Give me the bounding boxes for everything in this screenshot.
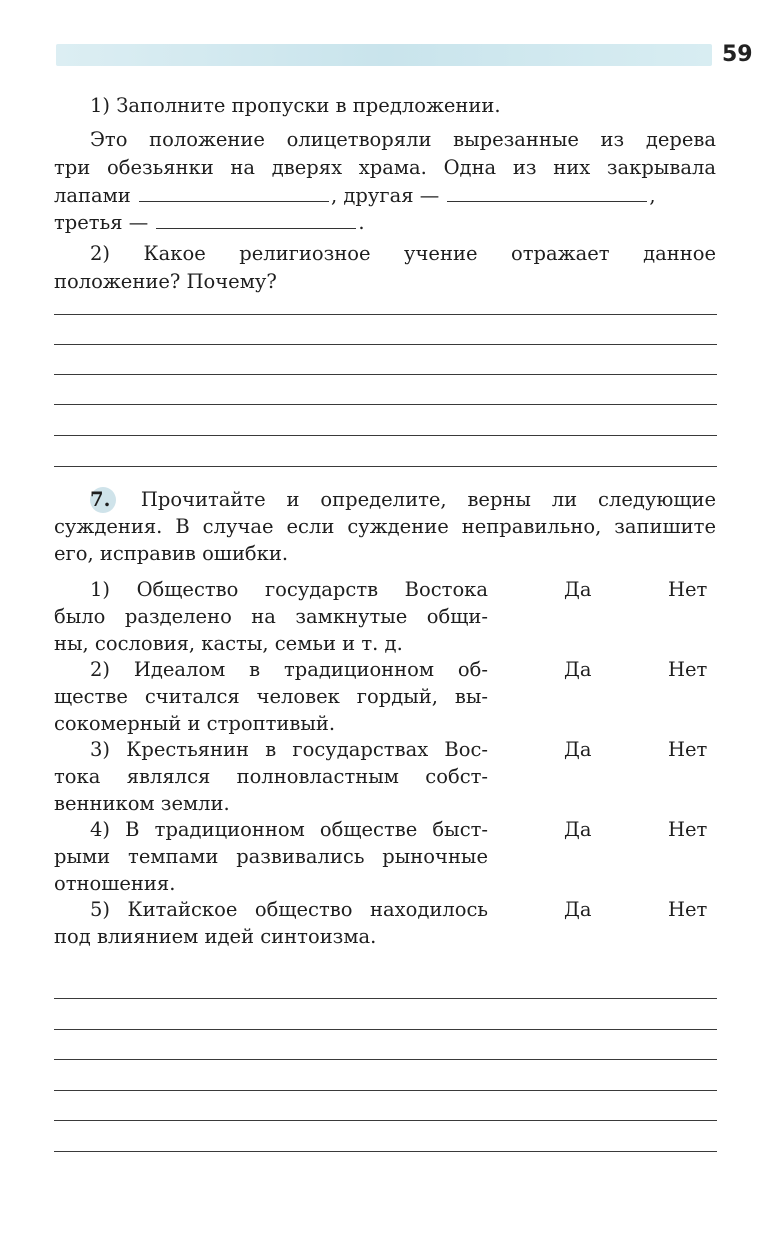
- statement-4-line-1: 4) В традиционном обществе быст-: [90, 818, 488, 841]
- q7-intro-line-1: [90, 487, 716, 513]
- statement-3-line-3: венником земли.: [54, 792, 230, 815]
- answer-yes-4[interactable]: Да: [564, 818, 592, 841]
- statement-2-line-3: сокомерный и строптивый.: [54, 712, 336, 735]
- statement-5-line-2: под влиянием идей синтоизма.: [54, 925, 377, 948]
- fill-blank-1[interactable]: [139, 200, 329, 202]
- statement-2-line-1: 2) Идеалом в традиционном об-: [90, 658, 488, 681]
- fill-blank-2[interactable]: [447, 200, 647, 202]
- statement-2-line-2: ществе считался человек гордый, вы-: [54, 685, 488, 708]
- q7-intro-line-3: его, исправив ошибки.: [54, 542, 289, 565]
- answer-line[interactable]: [54, 374, 717, 375]
- statement-4-line-3: отношения.: [54, 872, 176, 895]
- answer-yes-5[interactable]: Да: [564, 898, 592, 921]
- task-2-line-1: 2) Какое религиозное учение отражает данное: [90, 242, 716, 265]
- answer-line[interactable]: [54, 466, 717, 467]
- statement-1-line-3: ны, сословия, касты, семьи и т. д.: [54, 632, 403, 655]
- answer-line[interactable]: [54, 1059, 717, 1060]
- statement-5-line-1: 5) Китайское общество находилось: [90, 898, 488, 921]
- answer-no-2[interactable]: Нет: [668, 658, 708, 681]
- answer-line[interactable]: [54, 998, 717, 999]
- answer-yes-1[interactable]: Да: [564, 578, 592, 601]
- statement-3-line-1: 3) Крестьянин в государствах Вос-: [90, 738, 488, 761]
- answer-line[interactable]: [54, 344, 717, 345]
- fill-blank-3[interactable]: [156, 227, 356, 229]
- q7-intro-line-2: суждения. В случае если суждение неправильно, запишите: [54, 515, 716, 538]
- sentence-fragment: ,: [649, 184, 656, 207]
- sentence-fragment: , другая —: [331, 184, 440, 207]
- sentence-fragment: .: [358, 211, 365, 234]
- statement-4-line-2: рыми темпами развивались рыночные: [54, 845, 488, 868]
- answer-line[interactable]: [54, 314, 717, 315]
- answer-yes-3[interactable]: Да: [564, 738, 592, 761]
- sentence-line-1: Это положение олицетворяли вырезанные из дерева: [90, 128, 716, 151]
- sentence-fragment: третья —: [54, 211, 149, 234]
- task-1-heading: 1) Заполните пропуски в предложении.: [90, 94, 501, 117]
- sentence-line-4: [54, 211, 365, 234]
- answer-no-3[interactable]: Нет: [668, 738, 708, 761]
- page-number: 59: [722, 42, 753, 67]
- header-band: [56, 44, 712, 66]
- question-number-badge: 7.: [90, 487, 116, 513]
- answer-yes-2[interactable]: Да: [564, 658, 592, 681]
- statement-3-line-2: тока являлся полновластным собст-: [54, 765, 488, 788]
- answer-no-1[interactable]: Нет: [668, 578, 708, 601]
- q7-intro-text: Прочитайте и определите, верны ли следующие: [140, 488, 716, 511]
- answer-line[interactable]: [54, 435, 717, 436]
- sentence-fragment: лапами: [54, 184, 131, 207]
- task-2-line-2: положение? Почему?: [54, 270, 277, 293]
- answer-line[interactable]: [54, 1151, 717, 1152]
- answer-line[interactable]: [54, 1029, 717, 1030]
- answer-line[interactable]: [54, 1120, 717, 1121]
- answer-no-4[interactable]: Нет: [668, 818, 708, 841]
- answer-no-5[interactable]: Нет: [668, 898, 708, 921]
- sentence-line-2: три обезьянки на дверях храма. Одна из них закрывала: [54, 156, 716, 179]
- sentence-line-3: [54, 184, 656, 207]
- answer-line[interactable]: [54, 1090, 717, 1091]
- statement-1-line-2: было разделено на замкнутые общи-: [54, 605, 488, 628]
- answer-line[interactable]: [54, 404, 717, 405]
- statement-1-line-1: 1) Общество государств Востока: [90, 578, 488, 601]
